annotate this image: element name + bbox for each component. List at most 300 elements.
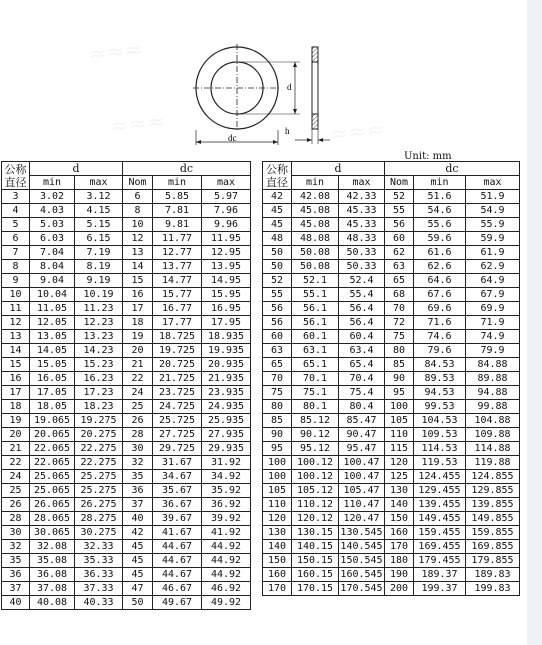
- nominal-diameter-cell: 18: [2, 400, 30, 414]
- dc-max-cell: 18.935: [202, 330, 251, 344]
- h-label: h: [285, 126, 290, 136]
- d-max-cell: 22.275: [75, 442, 123, 456]
- d-max-cell: 56.4: [339, 302, 385, 316]
- table-row: [263, 260, 520, 274]
- nominal-diameter-cell: 22: [2, 456, 30, 470]
- dc-max-cell: 74.9: [466, 330, 520, 344]
- table-row: [263, 540, 520, 554]
- dc-nom-cell: 12: [123, 232, 153, 246]
- dc-nom-cell: 80: [385, 344, 414, 358]
- nominal-diameter-cell: 42: [263, 190, 292, 204]
- nominal-diameter-cell: 80: [263, 400, 292, 414]
- dc-max-cell: 129.855: [466, 484, 520, 498]
- dc-max-cell: 5.97: [202, 190, 251, 204]
- washer-spec-table-left: [1, 161, 251, 610]
- table-row: [2, 274, 251, 288]
- dc-min-cell: 149.455: [414, 512, 466, 526]
- nominal-diameter-cell: 10: [2, 288, 30, 302]
- nominal-diameter-cell: 95: [263, 442, 292, 456]
- nominal-diameter-cell: 70: [263, 372, 292, 386]
- table-row: [2, 358, 251, 372]
- table-row: [2, 344, 251, 358]
- d-min-cell: 140.15: [292, 540, 339, 554]
- table-row: [2, 540, 251, 554]
- d-min-cell: 130.15: [292, 526, 339, 540]
- table-row: [2, 400, 251, 414]
- dc-nom-cell: 47: [123, 582, 153, 596]
- d-min-cell: 150.15: [292, 554, 339, 568]
- d-max-cell: 8.19: [75, 260, 123, 274]
- dc-nom-cell: 110: [385, 428, 414, 442]
- d-max-cell: 25.275: [75, 470, 123, 484]
- table-row: [263, 568, 520, 582]
- table-row: [263, 400, 520, 414]
- d-max-cell: 28.275: [75, 512, 123, 526]
- dc-nom-cell: 52: [385, 190, 414, 204]
- d-min-cell: 105.12: [292, 484, 339, 498]
- dc-nom-cell: 18: [123, 316, 153, 330]
- d-max-cell: 20.275: [75, 428, 123, 442]
- dc-max-cell: 124.855: [466, 470, 520, 484]
- d-max-cell: 16.23: [75, 372, 123, 386]
- nominal-diameter-cell: 45: [263, 204, 292, 218]
- d-min-cell: 85.12: [292, 414, 339, 428]
- nominal-diameter-cell: 160: [263, 568, 292, 582]
- dc-min-cell: 23.725: [153, 386, 202, 400]
- table-row: [2, 372, 251, 386]
- table-row: [2, 554, 251, 568]
- dc-nom-cell: 56: [385, 218, 414, 232]
- dc-min-cell: 89.53: [414, 372, 466, 386]
- table-row: [2, 330, 251, 344]
- dc-max-cell: 14.95: [202, 274, 251, 288]
- dc-min-cell: 12.77: [153, 246, 202, 260]
- dc-max-cell: 31.92: [202, 456, 251, 470]
- table-row: [2, 512, 251, 526]
- nominal-diameter-cell: 36: [2, 568, 30, 582]
- dc-max-cell: 94.88: [466, 386, 520, 400]
- dc-max-cell: 39.92: [202, 512, 251, 526]
- d-min-cell: 56.1: [292, 316, 339, 330]
- dc-nom-cell: 125: [385, 470, 414, 484]
- nominal-diameter-cell: 4: [2, 204, 30, 218]
- dc-min-cell: 17.77: [153, 316, 202, 330]
- dc-min-cell: 64.6: [414, 274, 466, 288]
- dc-nom-cell: 95: [385, 386, 414, 400]
- nominal-diameter-cell: 15: [2, 358, 30, 372]
- dc-max-cell: 61.9: [466, 246, 520, 260]
- nominal-diameter-cell: 52: [263, 274, 292, 288]
- table-row: [263, 232, 520, 246]
- dc-max-cell: 64.9: [466, 274, 520, 288]
- table-row: [263, 498, 520, 512]
- d-max-cell: 50.33: [339, 260, 385, 274]
- dc-nom-cell: 55: [385, 204, 414, 218]
- dc-max-cell: 11.95: [202, 232, 251, 246]
- page-edge-band: [527, 0, 542, 645]
- table-row: [263, 414, 520, 428]
- table-row: [263, 302, 520, 316]
- nominal-diameter-cell: 9: [2, 274, 30, 288]
- dc-max-cell: 51.9: [466, 190, 520, 204]
- nominal-diameter-cell: 120: [263, 512, 292, 526]
- d-min-cell: 9.04: [30, 274, 75, 288]
- table-row: [2, 190, 251, 204]
- dc-max-cell: 149.855: [466, 512, 520, 526]
- dc-nom-cell: 32: [123, 456, 153, 470]
- nominal-diameter-cell: 16: [2, 372, 30, 386]
- dc-min-cell: 19.725: [153, 344, 202, 358]
- d-max-cell: 6.15: [75, 232, 123, 246]
- dc-min-cell: 34.67: [153, 470, 202, 484]
- table-row: [263, 470, 520, 484]
- d-min-cell: 45.08: [292, 218, 339, 232]
- dc-nom-cell: 19: [123, 330, 153, 344]
- d-max-cell: 100.47: [339, 470, 385, 484]
- table-row: [263, 372, 520, 386]
- nominal-diameter-cell: 28: [2, 512, 30, 526]
- dc-max-cell: 159.855: [466, 526, 520, 540]
- table-row: [263, 582, 520, 596]
- dc-min-cell: 99.53: [414, 400, 466, 414]
- d-min-cell: 22.065: [30, 442, 75, 456]
- d-min-cell: 20.065: [30, 428, 75, 442]
- dc-nom-cell: 72: [385, 316, 414, 330]
- d-min-cell: 110.12: [292, 498, 339, 512]
- d-header: d: [292, 162, 385, 176]
- d-max-cell: 19.275: [75, 414, 123, 428]
- dc-nom-cell: 50: [123, 596, 153, 610]
- dc-nom-cell: 8: [123, 204, 153, 218]
- dc-min-cell: 35.67: [153, 484, 202, 498]
- d-max-cell: 35.33: [75, 554, 123, 568]
- dc-max-cell: 62.9: [466, 260, 520, 274]
- nominal-diameter-cell: 7: [2, 246, 30, 260]
- dc-nom-cell: 37: [123, 498, 153, 512]
- d-min-cell: 18.05: [30, 400, 75, 414]
- dc-min-cell: 25.725: [153, 414, 202, 428]
- nominal-diameter-cell: 12: [2, 316, 30, 330]
- d-min-cell: 48.08: [292, 232, 339, 246]
- dc-max-header: max: [202, 176, 251, 190]
- dc-min-cell: 179.455: [414, 554, 466, 568]
- d-max-cell: 60.4: [339, 330, 385, 344]
- table-row: [2, 428, 251, 442]
- d-min-cell: 90.12: [292, 428, 339, 442]
- dc-nom-cell: 24: [123, 386, 153, 400]
- d-max-cell: 65.4: [339, 358, 385, 372]
- d-min-cell: 50.08: [292, 260, 339, 274]
- d-min-cell: 40.08: [30, 596, 75, 610]
- dc-nom-cell: 65: [385, 274, 414, 288]
- d-min-cell: 100.12: [292, 456, 339, 470]
- d-max-cell: 30.275: [75, 526, 123, 540]
- d-max-cell: 140.545: [340, 540, 383, 552]
- dc-min-cell: 49.67: [153, 596, 202, 610]
- d-max-cell: 13.23: [75, 330, 123, 344]
- nominal-diameter-cell: 65: [263, 358, 292, 372]
- d-min-header: min: [292, 176, 339, 190]
- dc-nom-cell: 28: [123, 428, 153, 442]
- nominal-diameter-cell: 45: [263, 218, 292, 232]
- d-max-cell: 3.12: [75, 190, 123, 204]
- watermark: ≈≈≈: [108, 109, 167, 140]
- table-row: [263, 204, 520, 218]
- dc-min-cell: 39.67: [153, 512, 202, 526]
- dc-min-cell: 199.37: [414, 582, 466, 596]
- dc-nom-cell: 120: [385, 456, 414, 470]
- dc-min-cell: 159.455: [414, 526, 466, 540]
- table-row: [263, 526, 520, 540]
- dc-max-cell: 84.88: [466, 358, 520, 372]
- d-min-header: min: [30, 176, 75, 190]
- d-max-header: max: [339, 176, 385, 190]
- table-row: [2, 260, 251, 274]
- table-row: [263, 246, 520, 260]
- dc-max-cell: 19.935: [202, 344, 251, 358]
- d-min-cell: 50.08: [292, 246, 339, 260]
- d-min-cell: 12.05: [30, 316, 75, 330]
- nominal-diameter-cell: 20: [2, 428, 30, 442]
- d-max-cell: 9.19: [75, 274, 123, 288]
- dc-min-cell: 5.85: [153, 190, 202, 204]
- dc-max-cell: 46.92: [202, 582, 251, 596]
- watermark: ≈≈≈: [328, 117, 387, 148]
- d-min-cell: 55.1: [292, 288, 339, 302]
- dc-nom-cell: 17: [123, 302, 153, 316]
- table-row: [263, 190, 520, 204]
- table-row: [2, 442, 251, 456]
- dc-nom-cell: 115: [385, 442, 414, 456]
- table-row: [263, 344, 520, 358]
- nominal-diameter-cell: 75: [263, 386, 292, 400]
- dc-min-cell: 44.67: [153, 540, 202, 554]
- d-min-cell: 36.08: [30, 568, 75, 582]
- dc-min-cell: 11.77: [153, 232, 202, 246]
- dc-min-cell: 114.53: [414, 442, 466, 456]
- dc-min-cell: 69.6: [414, 302, 466, 316]
- d-min-cell: 11.05: [30, 302, 75, 316]
- dc-label: dc: [228, 133, 237, 143]
- dc-max-cell: 12.95: [202, 246, 251, 260]
- dc-max-cell: 16.95: [202, 302, 251, 316]
- table-row: [263, 358, 520, 372]
- dc-max-cell: 199.83: [466, 582, 520, 596]
- dc-nom-cell: 21: [123, 358, 153, 372]
- dc-max-cell: 20.935: [202, 358, 251, 372]
- dc-max-cell: 59.9: [466, 232, 520, 246]
- nominal-diameter-cell: 56: [263, 316, 292, 330]
- nominal-diameter-cell: 30: [2, 526, 30, 540]
- table-row: [2, 582, 251, 596]
- d-max-cell: 18.23: [75, 400, 123, 414]
- dc-nom-cell: 45: [123, 540, 153, 554]
- d-max-cell: 95.47: [339, 442, 385, 456]
- nominal-diameter-cell: 50: [263, 260, 292, 274]
- d-max-cell: 85.47: [339, 414, 385, 428]
- d-min-cell: 3.02: [30, 190, 75, 204]
- d-max-cell: 105.47: [339, 484, 385, 498]
- dc-nom-cell: 90: [385, 372, 414, 386]
- d-header: d: [30, 162, 123, 176]
- dc-min-cell: 62.6: [414, 260, 466, 274]
- table-row: [2, 470, 251, 484]
- d-min-cell: 15.05: [30, 358, 75, 372]
- dc-nom-cell: 40: [123, 512, 153, 526]
- d-max-cell: 150.545: [340, 554, 383, 566]
- d-min-cell: 17.05: [30, 386, 75, 400]
- nominal-diameter-cell: 11: [2, 302, 30, 316]
- d-max-cell: 25.275: [75, 484, 123, 498]
- table-row: [2, 218, 251, 232]
- d-min-cell: 30.065: [30, 526, 75, 540]
- dc-max-cell: 13.95: [202, 260, 251, 274]
- dc-max-cell: 36.92: [202, 498, 251, 512]
- dc-min-cell: 51.6: [414, 190, 466, 204]
- dc-nom-cell: 180: [385, 554, 414, 568]
- d-min-cell: 42.08: [292, 190, 339, 204]
- dc-max-cell: 49.92: [202, 596, 251, 610]
- d-min-cell: 25.065: [30, 470, 75, 484]
- d-max-cell: 50.33: [339, 246, 385, 260]
- dc-nom-cell: 45: [123, 568, 153, 582]
- nominal-diameter-cell: 35: [2, 554, 30, 568]
- d-min-cell: 28.065: [30, 512, 75, 526]
- dc-nom-cell: 170: [385, 540, 414, 554]
- d-max-cell: 40.33: [75, 596, 123, 610]
- dc-max-cell: 104.88: [466, 414, 520, 428]
- table-row: [2, 246, 251, 260]
- dc-nom-cell: 160: [385, 526, 414, 540]
- d-min-cell: 14.05: [30, 344, 75, 358]
- dc-nom-cell: 190: [385, 568, 414, 582]
- dc-max-cell: 89.88: [466, 372, 520, 386]
- dc-min-cell: 129.455: [414, 484, 466, 498]
- d-max-cell: 37.33: [75, 582, 123, 596]
- dc-max-cell: 119.88: [466, 456, 520, 470]
- dc-max-cell: 114.88: [466, 442, 520, 456]
- dc-nom-cell: 130: [385, 484, 414, 498]
- dc-nom-cell: 36: [123, 484, 153, 498]
- d-max-cell: 32.33: [75, 540, 123, 554]
- d-max-cell: 15.23: [75, 358, 123, 372]
- dc-max-cell: 44.92: [202, 540, 251, 554]
- dc-min-cell: 21.725: [153, 372, 202, 386]
- nominal-diameter-cell: 150: [263, 554, 292, 568]
- dc-nom-cell: 45: [123, 554, 153, 568]
- dc-nom-cell: 200: [385, 582, 414, 596]
- table-row: [2, 484, 251, 498]
- dc-max-header: max: [466, 176, 520, 190]
- dc-nom-header: Nom: [123, 176, 153, 190]
- d-min-cell: 63.1: [292, 344, 339, 358]
- dc-nom-cell: 35: [123, 470, 153, 484]
- table-row: [2, 386, 251, 400]
- d-min-cell: 70.1: [292, 372, 339, 386]
- table-row: [263, 316, 520, 330]
- dc-max-cell: 9.96: [202, 218, 251, 232]
- watermark: ≈≈≈: [86, 37, 145, 68]
- dc-min-cell: 59.6: [414, 232, 466, 246]
- dc-min-cell: 36.67: [153, 498, 202, 512]
- dc-min-cell: 9.81: [153, 218, 202, 232]
- dc-nom-cell: 100: [385, 400, 414, 414]
- d-min-cell: 7.04: [30, 246, 75, 260]
- d-max-cell: 90.47: [339, 428, 385, 442]
- d-min-cell: 65.1: [292, 358, 339, 372]
- dc-max-cell: 54.9: [466, 204, 520, 218]
- nominal-diameter-cell: 110: [263, 498, 292, 512]
- d-min-cell: 75.1: [292, 386, 339, 400]
- table-row: [2, 302, 251, 316]
- nominal-diameter-cell: 32: [2, 540, 30, 554]
- dc-min-cell: 14.77: [153, 274, 202, 288]
- table-row: [2, 232, 251, 246]
- dc-min-cell: 84.53: [414, 358, 466, 372]
- dc-max-cell: 35.92: [202, 484, 251, 498]
- dc-min-cell: 29.725: [153, 442, 202, 456]
- d-min-cell: 26.065: [30, 498, 75, 512]
- dc-max-cell: 15.95: [202, 288, 251, 302]
- d-max-cell: 14.23: [75, 344, 123, 358]
- table-row: [2, 568, 251, 582]
- d-max-cell: 80.4: [339, 400, 385, 414]
- nominal-diameter-cell: 8: [2, 260, 30, 274]
- dc-max-cell: 24.935: [202, 400, 251, 414]
- dc-nom-cell: 62: [385, 246, 414, 260]
- nominal-diameter-cell: 170: [263, 582, 292, 596]
- d-min-cell: 35.08: [30, 554, 75, 568]
- d-max-cell: 160.545: [340, 568, 383, 580]
- dc-min-cell: 94.53: [414, 386, 466, 400]
- dc-max-cell: 23.935: [202, 386, 251, 400]
- washer-drawing: [185, 40, 335, 150]
- d-min-cell: 100.12: [292, 470, 339, 484]
- nominal-diameter-cell: 56: [263, 302, 292, 316]
- d-min-cell: 60.1: [292, 330, 339, 344]
- nominal-diameter-cell: 14: [2, 344, 30, 358]
- d-max-cell: 45.33: [339, 204, 385, 218]
- unit-label: Unit: mm: [404, 151, 452, 162]
- dc-min-cell: 104.53: [414, 414, 466, 428]
- table-row: [2, 316, 251, 330]
- table-row: [2, 456, 251, 470]
- dc-min-cell: 139.455: [414, 498, 466, 512]
- dc-min-cell: 124.455: [414, 470, 466, 484]
- dc-min-cell: 44.67: [153, 568, 202, 582]
- table-row: [263, 218, 520, 232]
- dc-max-cell: 25.935: [202, 414, 251, 428]
- dc-min-cell: 46.67: [153, 582, 202, 596]
- d-min-cell: 4.03: [30, 204, 75, 218]
- d-max-cell: 45.33: [339, 218, 385, 232]
- nominal-diameter-cell: 130: [263, 526, 292, 540]
- d-max-header: max: [75, 176, 123, 190]
- d-min-cell: 45.08: [292, 204, 339, 218]
- d-min-cell: 52.1: [292, 274, 339, 288]
- table-row: [263, 554, 520, 568]
- dc-nom-cell: 14: [123, 260, 153, 274]
- dc-header: dc: [123, 162, 251, 176]
- table-row: [2, 414, 251, 428]
- dc-max-cell: 44.92: [202, 554, 251, 568]
- nominal-diameter-cell: 100: [263, 456, 292, 470]
- d-max-cell: 170.545: [340, 582, 383, 594]
- nominal-diameter-cell: 40: [2, 596, 30, 610]
- dc-nom-cell: 75: [385, 330, 414, 344]
- table-row: [2, 204, 251, 218]
- d-max-cell: 17.23: [75, 386, 123, 400]
